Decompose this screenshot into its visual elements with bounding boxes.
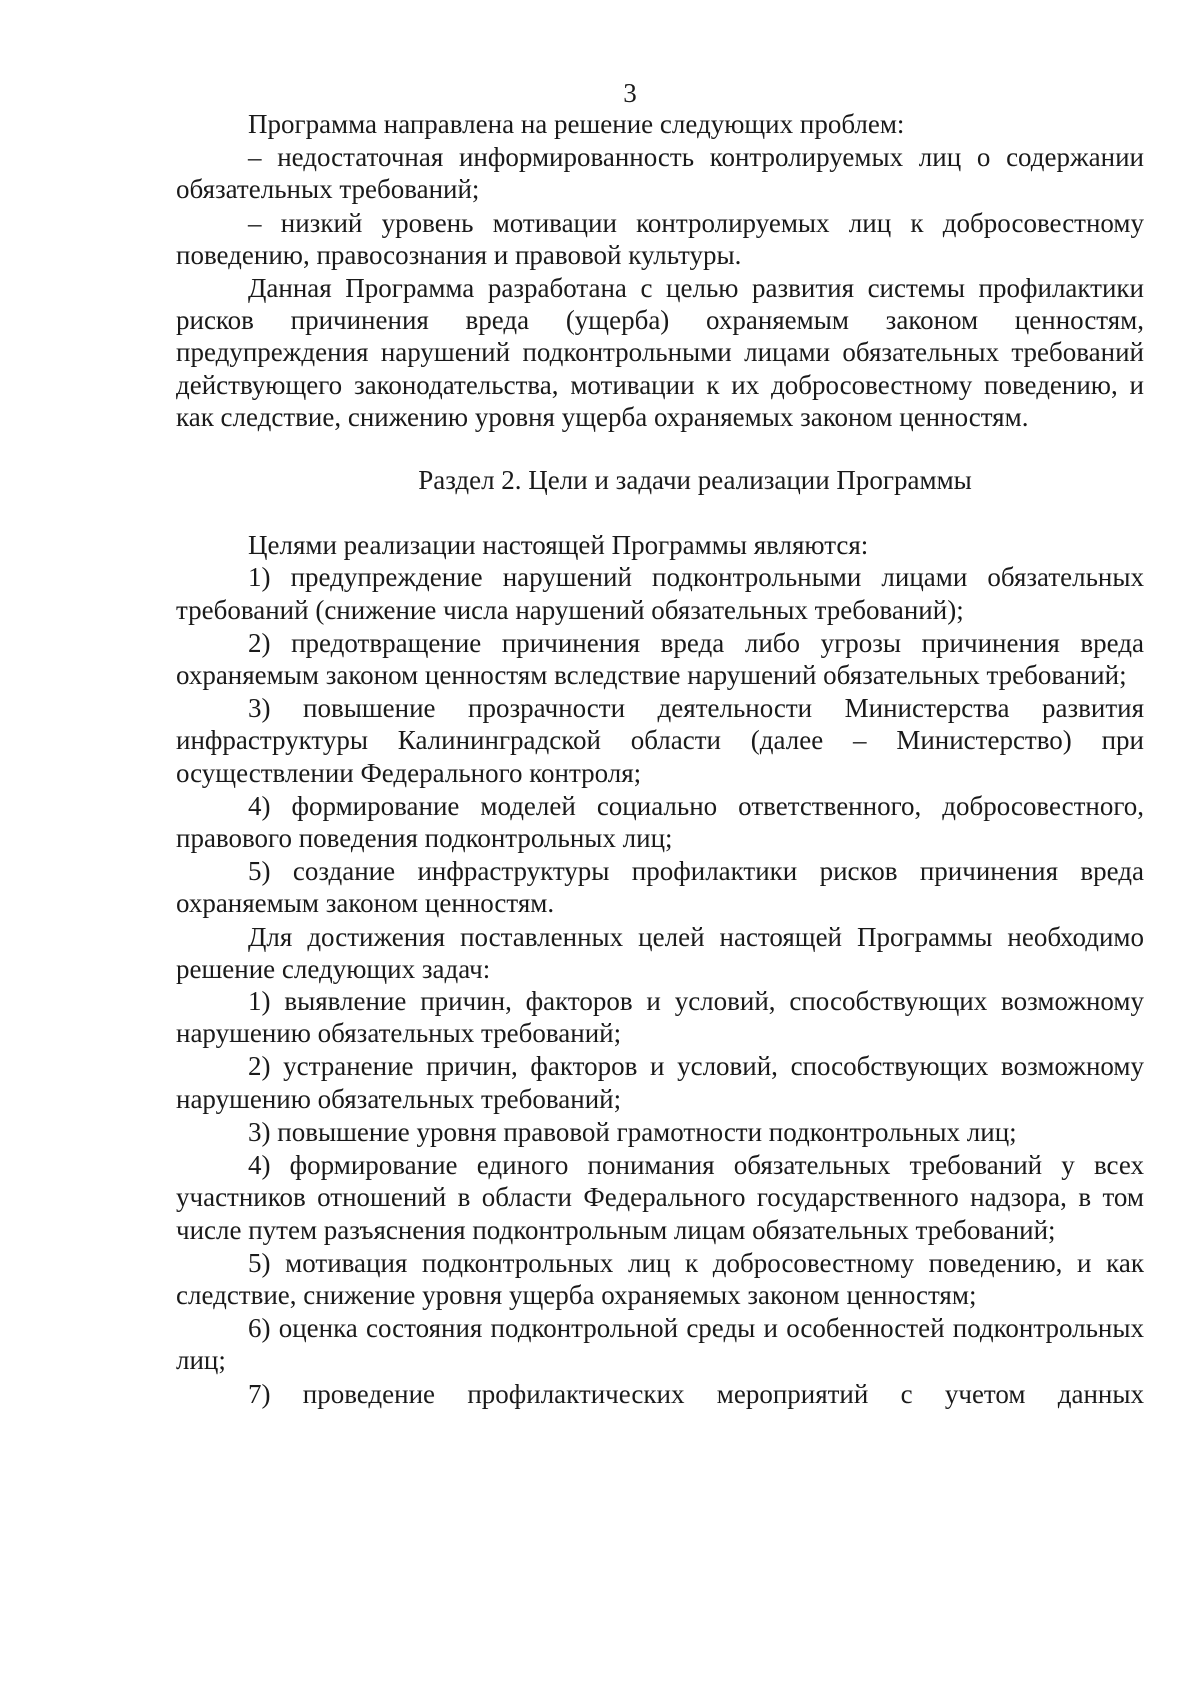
goals-lead: Целями реализации настоящей Программы являются: [248, 530, 869, 561]
task-item-1: 1) выявление причин, факторов и условий, способствующих возможному нарушению обязательных требований; [176, 986, 1144, 1049]
program-purpose-paragraph: Данная Программа разработана с целью развития системы профилактики рисков причинения вреда (ущерба) охраняемым законом ценностям, предупреждения нарушений подконтрольными лицами обязательных требований действующего законодательства, мотивации к их добросовестному поведению, и как следствие, снижению уровня ущерба охраняемых законом ценностям. [176, 273, 1144, 432]
task-item-3: 3) повышение уровня правовой грамотности подконтрольных лиц; [248, 1116, 1017, 1147]
section-heading: Раздел 2. Цели и задачи реализации Программы [418, 465, 972, 496]
goal-item-5: 5) создание инфраструктуры профилактики рисков причинения вреда охраняемым законом ценностям. [176, 856, 1144, 919]
task-item-6: 6) оценка состояния подконтрольной среды и особенностей подконтрольных лиц; [176, 1313, 1144, 1376]
goal-item-2: 2) предотвращение причинения вреда либо угрозы причинения вреда охраняемым законом ценностям вследствие нарушений обязательных требований; [176, 627, 1144, 691]
document-body [176, 108, 1144, 1410]
problem-item-1: – недостаточная информированность контролируемых лиц о содержании обязательных требований; [176, 142, 1144, 205]
task-item-2: 2) устранение причин, факторов и условий, способствующих возможному нарушению обязательных требований; [176, 1051, 1144, 1114]
goal-item-1: 1) предупреждение нарушений подконтрольными лицами обязательных требований (снижение числа нарушений обязательных требований); [176, 562, 1144, 625]
problem-item-2: – низкий уровень мотивации контролируемых лиц к добросовестному поведению, правосознания и правовой культуры. [176, 207, 1144, 270]
page-number: 3 [623, 78, 637, 108]
goal-item-4: 4) формирование моделей социально ответственного, добросовестного, правового поведения подконтрольных лиц; [176, 790, 1144, 854]
goal-item-3: 3) повышение прозрачности деятельности Министерства развития инфраструктуры Калининградской области (далее – Министерство) при осуществлении Федерального контроля; [176, 693, 1144, 788]
task-item-7: 7) проведение профилактических мероприятий с учетом данных [248, 1378, 1144, 1409]
task-item-5: 5) мотивация подконтрольных лиц к добросовестному поведению, и как следствие, снижение уровня ущерба охраняемых законом ценностям; [176, 1247, 1144, 1310]
tasks-lead: Для достижения поставленных целей настоящей Программы необходимо решение следующих задач: [176, 921, 1144, 984]
task-item-4: 4) формирование единого понимания обязательных требований у всех участников отношений в области Федерального государственного надзора, в том числе путем разъяснения подконтрольным лицам обязательных требований; [176, 1150, 1144, 1245]
intro-lead: Программа направлена на решение следующих проблем: [248, 109, 905, 139]
